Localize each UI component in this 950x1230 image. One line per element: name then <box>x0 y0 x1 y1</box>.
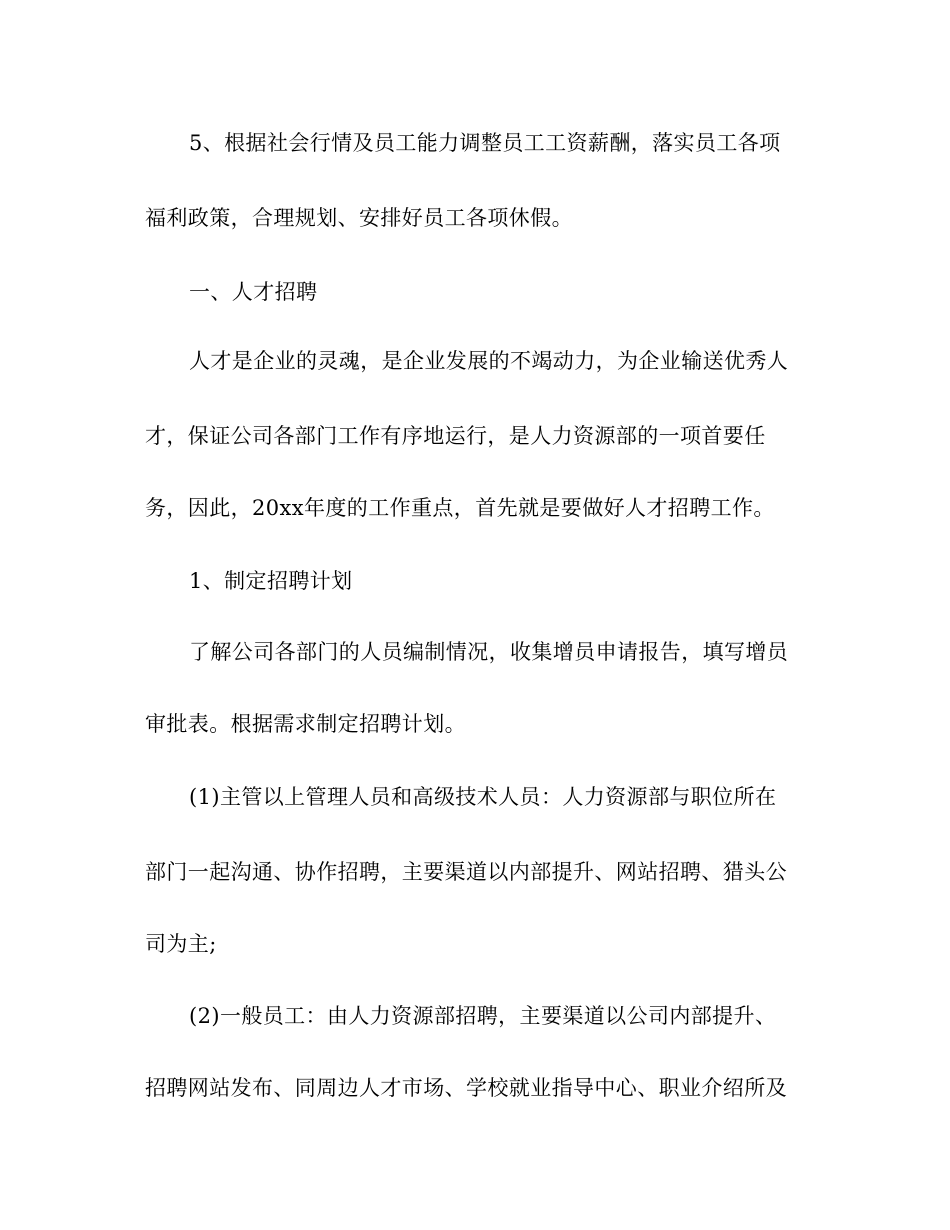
paragraph-line: 福利政策，合理规划、安排好员工各项休假。 <box>145 206 573 230</box>
paragraph-line: (1)主管以上管理人员和高级技术人员：人力资源部与职位所在 <box>189 785 777 809</box>
section-heading: 一、人才招聘 <box>189 280 318 304</box>
subsection-heading: 1、制定招聘计划 <box>189 569 353 593</box>
paragraph-line: 人才是企业的灵魂，是企业发展的不竭动力，为企业输送优秀人 <box>189 349 789 373</box>
paragraph-line: 才，保证公司各部门工作有序地运行，是人力资源部的一项首要任 <box>145 424 766 448</box>
paragraph-line: (2)一般员工：由人力资源部招聘，主要渠道以公司内部提升、 <box>189 1004 777 1028</box>
paragraph-line: 了解公司各部门的人员编制情况，收集增员申请报告，填写增员 <box>189 640 789 664</box>
paragraph-line: 审批表。根据需求制定招聘计划。 <box>145 712 466 736</box>
paragraph-line: 5、根据社会行情及员工能力调整员工工资薪酬，落实员工各项 <box>189 131 781 155</box>
paragraph-line: 务，因此，20xx年度的工作重点，首先就是要做好人才招聘工作。 <box>145 496 775 520</box>
paragraph-line: 招聘网站发布、同周边人才市场、学校就业指导中心、职业介绍所及 <box>145 1076 787 1100</box>
paragraph-line: 司为主; <box>145 932 217 956</box>
paragraph-line: 部门一起沟通、协作招聘，主要渠道以内部提升、网站招聘、猎头公 <box>145 860 787 884</box>
